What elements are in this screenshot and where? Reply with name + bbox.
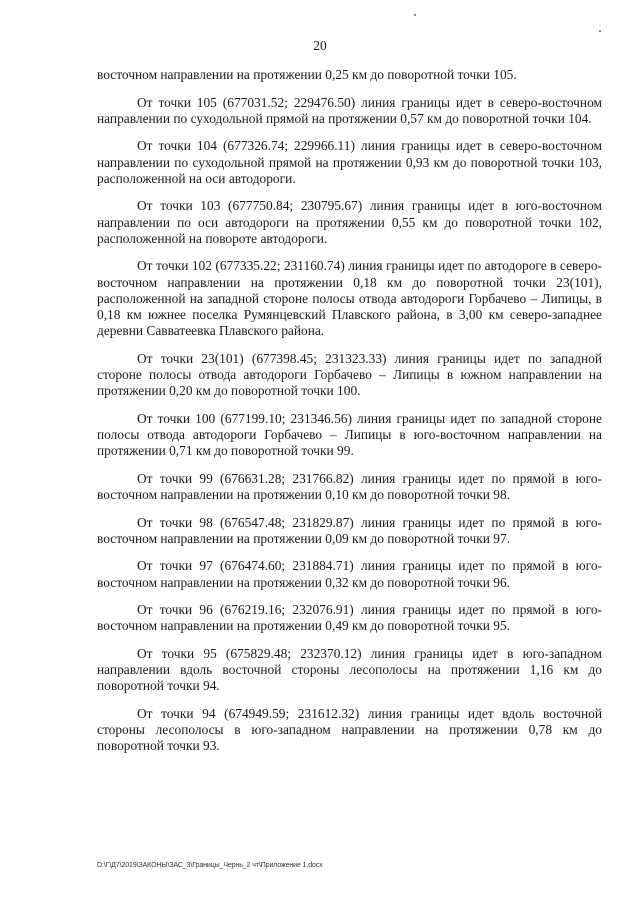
- paragraph: От точки 105 (677031.52; 229476.50) линия границы идет в северо-восточном направлении по суходольной прямой на протяжении 0,57 км до поворотной точки 104.: [97, 94, 602, 126]
- scan-speck: [414, 14, 416, 16]
- paragraph: От точки 103 (677750.84; 230795.67) линия границы идет в юго-восточном направлении по оси автодороги на протяжении 0,55 км до поворотной точки 102, расположенной на повороте автодороги.: [97, 198, 602, 246]
- paragraph: От точки 94 (674949.59; 231612.32) линия границы идет вдоль восточной стороны лесополосы в юго-западном направлении на протяжении 0,78 км до поворотной точки 93.: [97, 705, 602, 754]
- paragraph: От точки 104 (677326.74; 229966.11) линия границы идет в северо-восточном направлении по суходольной прямой на протяжении 0,93 км до поворотной точки 103, расположенной на оси автодороги.: [97, 138, 602, 186]
- paragraph: восточном направлении на протяжении 0,25 км до поворотной точки 105.: [97, 67, 517, 82]
- paragraph: От точки 95 (675829.48; 232370.12) линия границы идет в юго-западном направлении вдоль восточной стороны лесополосы на протяжении 1,16 км до поворотной точки 94.: [97, 645, 602, 694]
- paragraph: От точки 98 (676547.48; 231829.87) линия границы идет по прямой в юго-восточном направлении на протяжении 0,09 км до поворотной точки 97.: [97, 514, 602, 546]
- page-number: 20: [313, 38, 327, 53]
- paragraph: От точки 100 (677199.10; 231346.56) линия границы идет по западной стороне полосы отвода автодороги Горбачево – Липицы в юго-восточном направлении на протяжении 0,71 км до поворотной точки 99.: [97, 410, 602, 459]
- paragraph: От точки 97 (676474.60; 231884.71) линия границы идет по прямой в юго-восточном направлении на протяжении 0,32 км до поворотной точки 96.: [97, 558, 602, 590]
- paragraph: От точки 99 (676631.28; 231766.82) линия границы идет по прямой в юго-восточном направлении на протяжении 0,10 км до поворотной точки 98.: [97, 470, 602, 502]
- paragraph: От точки 96 (676219.16; 232076.91) линия границы идет по прямой в юго-восточном направлении на протяжении 0,49 км до поворотной точки 95.: [97, 602, 602, 634]
- paragraph: От точки 23(101) (677398.45; 231323.33) линия границы идет по западной стороне полосы отвода автодороги Горбачево – Липицы в южном направлении на протяжении 0,20 км до поворотной точки 100.: [97, 350, 602, 399]
- footer-file-path: D:\Г\Д7\2019\ЗАКОНЫ\ЗАС_3\Границы_Чернь_2 чт\Приложение 1.docx: [97, 862, 323, 869]
- paragraph: От точки 102 (677335.22; 231160.74) линия границы идет по автодороге в северо-восточном направлении на протяжении 0,18 км до поворотной точки 23(101), расположенной на западной стороне полосы отвода автодороги Горбачево – Липицы, в 0,18 км южнее поселка Румянцевский Плавского района, в 3,00 км северо-западнее деревни Савватеевка Плавского района.: [97, 258, 602, 339]
- scan-speck: [599, 30, 601, 32]
- document-body: [97, 67, 602, 766]
